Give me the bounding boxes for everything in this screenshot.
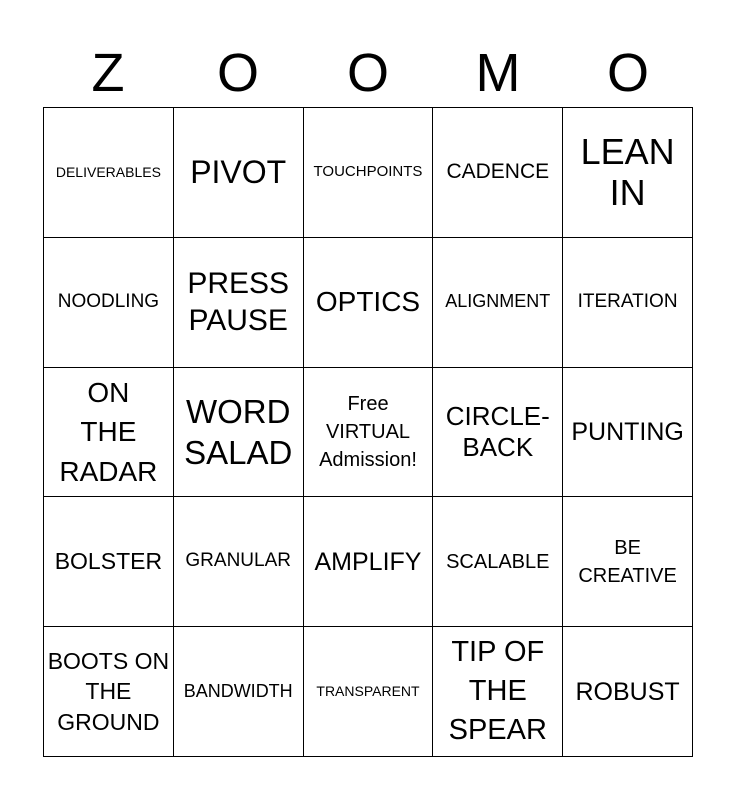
cell-text: ALIGNMENT: [445, 291, 551, 312]
cell-text: AMPLIFY: [314, 547, 422, 576]
cell-text: WORD SALAD: [184, 392, 293, 471]
cell-text: DELIVERABLES: [55, 164, 161, 180]
bingo-cell[interactable]: [174, 238, 304, 368]
bingo-cell[interactable]: [433, 627, 563, 757]
cell-text: ROBUST: [575, 677, 680, 706]
header-letter-o: O: [216, 43, 259, 103]
bingo-cell[interactable]: [44, 108, 174, 238]
bingo-cell[interactable]: [44, 368, 174, 498]
cell-text: BOOTS ON THE GROUND: [47, 648, 170, 735]
bingo-cell[interactable]: [304, 108, 434, 238]
cell-text: GRANULAR: [185, 550, 291, 572]
cell-text: TOUCHPOINTS: [313, 163, 423, 181]
cell-text: CADENCE: [446, 160, 550, 184]
header-letter-m: M: [475, 43, 521, 103]
bingo-cell[interactable]: [433, 368, 563, 498]
cell-text: BANDWIDTH: [183, 680, 293, 701]
bingo-board: [43, 107, 693, 757]
cell-text: TRANSPARENT: [316, 683, 420, 700]
header-letter-o: O: [606, 43, 649, 103]
bingo-cell[interactable]: [563, 627, 693, 757]
bingo-cell[interactable]: [304, 368, 434, 498]
bingo-cell[interactable]: [304, 627, 434, 757]
cell-text: BOLSTER: [54, 548, 163, 575]
cell-text: PUNTING: [571, 417, 684, 446]
bingo-cell[interactable]: [563, 368, 693, 498]
bingo-header: [43, 40, 693, 106]
bingo-cell[interactable]: [563, 238, 693, 368]
bingo-cell[interactable]: [44, 497, 174, 627]
header-letter-z: Z: [91, 43, 125, 103]
cell-text: LEAN IN: [580, 131, 675, 214]
cell-text: SCALABLE: [446, 550, 550, 573]
bingo-cell[interactable]: [174, 368, 304, 498]
bingo-cell[interactable]: [433, 497, 563, 627]
bingo-cell[interactable]: [174, 497, 304, 627]
bingo-cell[interactable]: [44, 627, 174, 757]
bingo-cell[interactable]: [44, 238, 174, 368]
bingo-cell[interactable]: [304, 238, 434, 368]
bingo-cell[interactable]: [433, 108, 563, 238]
cell-text: CIRCLE-BACK: [445, 400, 550, 462]
free-space-text: Free VIRTUAL Admission!: [319, 392, 417, 471]
cell-text: BE CREATIVE: [578, 536, 677, 587]
cell-text: OPTICS: [315, 286, 421, 318]
cell-text: ITERATION: [577, 290, 678, 312]
cell-text: PIVOT: [190, 154, 287, 191]
bingo-cell[interactable]: [304, 497, 434, 627]
bingo-cell[interactable]: [174, 627, 304, 757]
cell-text: TIP OF THE SPEAR: [448, 635, 547, 747]
cell-text: ON THE RADAR: [59, 377, 158, 487]
bingo-cell[interactable]: [174, 108, 304, 238]
cell-text: NOODLING: [57, 290, 160, 312]
bingo-cell[interactable]: [563, 108, 693, 238]
bingo-cell[interactable]: [433, 238, 563, 368]
header-letter-o: O: [346, 43, 389, 103]
bingo-cell[interactable]: [563, 497, 693, 627]
cell-text: PRESS PAUSE: [187, 266, 290, 338]
